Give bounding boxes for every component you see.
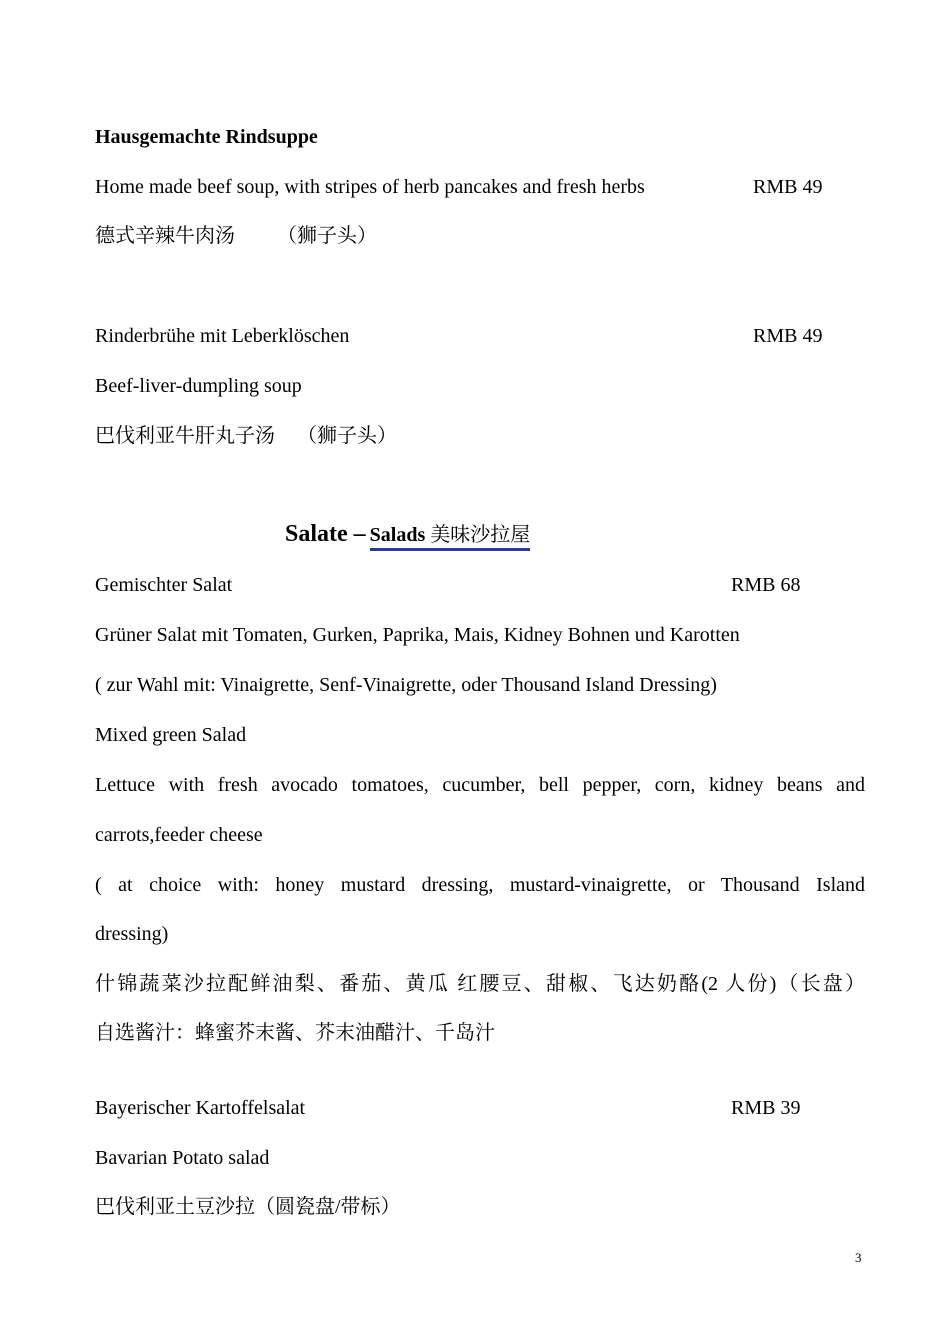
heading-cn: 美味沙拉屋 — [430, 524, 531, 546]
salad-desc-cn: 什锦蔬菜沙拉配鲜油梨、番茄、黄瓜 红腰豆、甜椒、飞达奶酪(2 人份)（长盘） — [95, 973, 865, 995]
salad-dressing-en-2: dressing) — [95, 923, 169, 945]
section-heading-salads — [285, 518, 530, 551]
soup-title-leberkloeschen: Rinderbrühe mit Leberklöschen — [95, 325, 350, 347]
heading-underlined — [370, 518, 531, 551]
salad-dressing-de: ( zur Wahl mit: Vinaigrette, Senf-Vinaigrette, oder Thousand Island Dressing) — [95, 674, 717, 696]
heading-de: Salate – — [285, 521, 366, 547]
soup-cn-beef-name: 德式辛辣牛肉汤 — [95, 225, 235, 247]
soup-cn-liver — [95, 424, 397, 448]
salad-dressing-cn: 自选酱汁：蜂蜜芥末酱、芥末油醋汁、千岛汁 — [95, 1022, 495, 1044]
salad-title-gemischt: Gemischter Salat — [95, 574, 233, 596]
price-rindsuppe: RMB 49 — [753, 176, 823, 198]
price-kartoffel: RMB 39 — [731, 1097, 801, 1119]
salad-desc-en-1: Lettuce with fresh avocado tomatoes, cucumber, bell pepper, corn, kidney beans and — [95, 774, 865, 796]
soup-cn-beef — [95, 224, 377, 248]
soup-title-rindsuppe: Hausgemachte Rindsuppe — [95, 126, 318, 148]
salad-dressing-en-1: ( at choice with: honey mustard dressing, mustard-vinaigrette, or Thousand Island — [95, 874, 865, 896]
salad-potato-cn: 巴伐利亚土豆沙拉（圆瓷盘/带标） — [95, 1196, 401, 1218]
heading-en: Salads — [369, 524, 426, 546]
soup-desc-en-beef: Home made beef soup, with stripes of herb pancakes and fresh herbs — [95, 176, 645, 198]
soup-cn-liver-name: 巴伐利亚牛肝丸子汤 — [95, 425, 275, 447]
price-gemischt: RMB 68 — [731, 574, 801, 596]
page-number: 3 — [855, 1250, 862, 1265]
soup-desc-en-liver: Beef-liver-dumpling soup — [95, 375, 302, 397]
soup-cn-beef-note: （狮子头） — [277, 225, 377, 247]
soup-cn-liver-note: （狮子头） — [297, 425, 397, 447]
salad-desc-en-2: carrots,feeder cheese — [95, 824, 263, 846]
salad-desc-de: Grüner Salat mit Tomaten, Gurken, Paprika, Mais, Kidney Bohnen und Karotten — [95, 624, 740, 646]
salad-title-kartoffel: Bayerischer Kartoffelsalat — [95, 1097, 306, 1119]
salad-potato-en: Bavarian Potato salad — [95, 1147, 270, 1169]
price-leberkloeschen: RMB 49 — [753, 325, 823, 347]
salad-title-en: Mixed green Salad — [95, 724, 247, 746]
